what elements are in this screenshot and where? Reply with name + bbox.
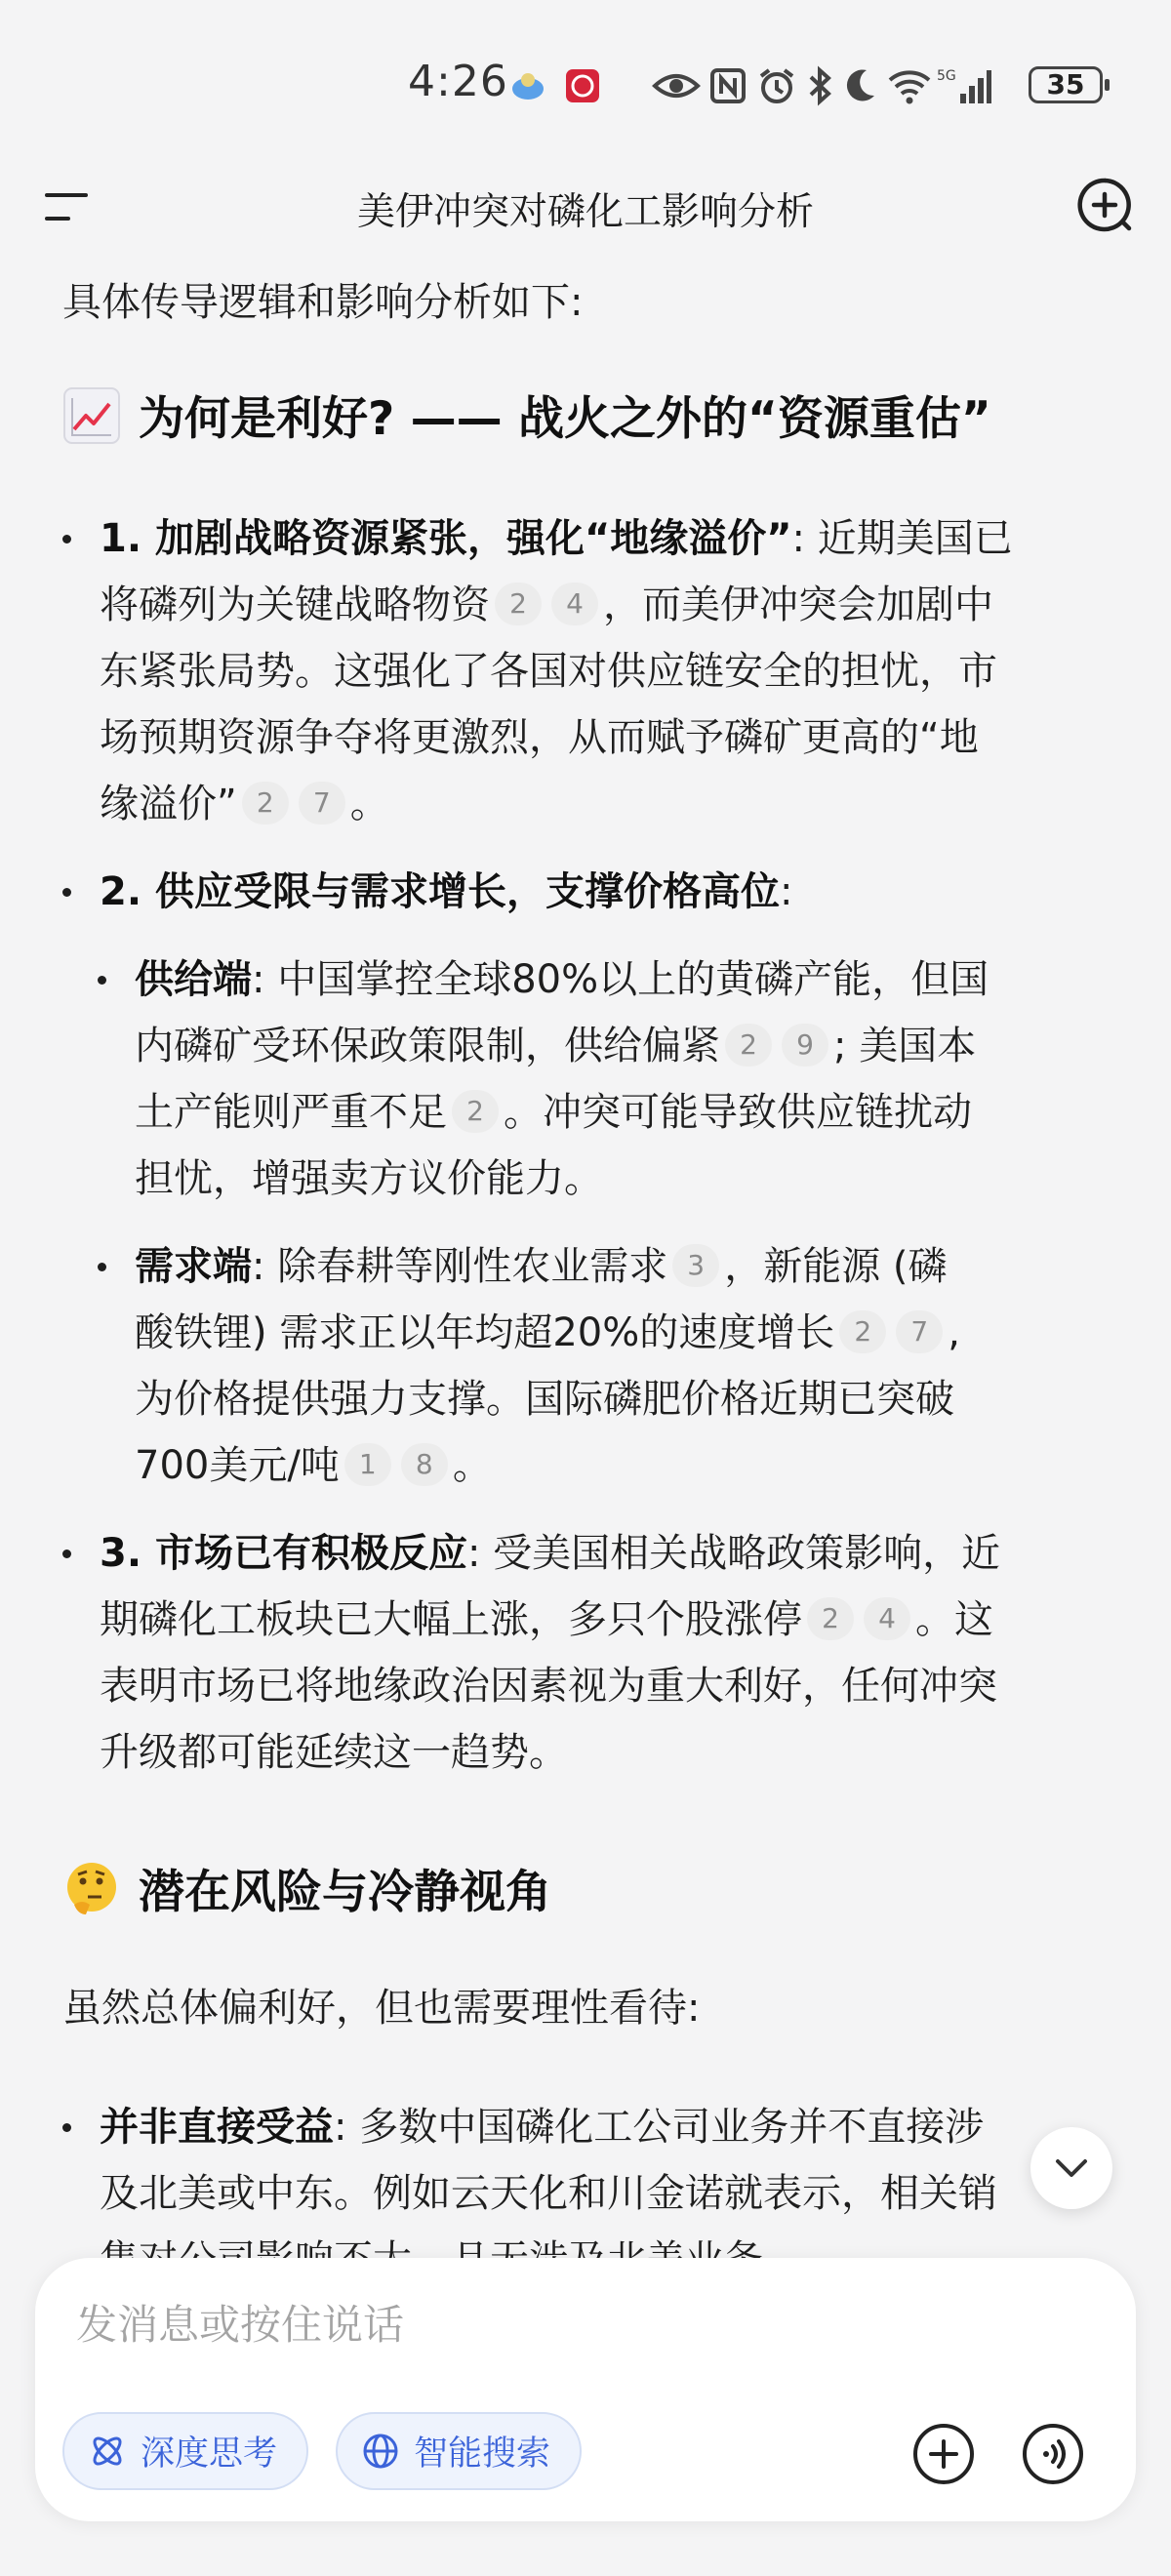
status-system-icons <box>652 62 991 109</box>
smart-search-button[interactable] <box>336 2412 582 2490</box>
bullet-dot <box>62 535 71 543</box>
citation-chip[interactable]: 4 <box>551 583 598 625</box>
status-time: 4:26 <box>408 57 508 106</box>
chevron-down-icon <box>1054 2156 1089 2180</box>
bluetooth-icon <box>806 66 833 105</box>
citation-chip[interactable]: 2 <box>495 583 542 625</box>
app-header <box>0 146 1171 263</box>
add-attachment-icon[interactable] <box>911 2422 976 2486</box>
globe-icon <box>361 2432 400 2471</box>
bullet-dot <box>62 2123 71 2132</box>
section-heading-risk <box>62 1856 551 1921</box>
sub-list-item-demand: 需求端: 除春耕等刚性农业需求 3 ，新能源 (磷 酸铁锂) 需求正以年均超20%的速度增长 2 7 , 为价格提供强力支撑。国际磷肥价格近期已突破 700美元/吨 1 8 。 <box>135 1233 960 1499</box>
deep-think-button[interactable] <box>62 2412 308 2490</box>
app-badge-icon <box>564 67 601 104</box>
status-app-icons <box>509 62 601 109</box>
citation-chip[interactable]: 2 <box>807 1597 854 1640</box>
citation-chip[interactable]: 8 <box>401 1443 448 1486</box>
page-title: 美伊冲突对磷化工影响分析 <box>356 190 814 234</box>
citation-chip[interactable]: 4 <box>864 1597 910 1640</box>
bullet-dot <box>62 1550 71 1558</box>
voice-call-icon[interactable] <box>1021 2422 1085 2486</box>
citation-chip[interactable]: 7 <box>299 782 345 825</box>
section-heading-text: 为何是利好? —— 战火之外的“资源重估” <box>139 392 991 446</box>
chat-content <box>0 263 1171 2216</box>
bullet-dot <box>62 888 71 897</box>
bullet-dot <box>98 976 106 985</box>
app-notification-icon <box>509 67 546 104</box>
deep-think-icon <box>88 2432 127 2471</box>
citation-chip[interactable]: 3 <box>672 1244 719 1287</box>
list-item-strategic: 1. 加剧战略资源紧张，强化“地缘溢价”: 近期美国已 将磷列为关键战略物资 2 4 ，而美伊冲突会加剧中 东紧张局势。这强化了各国对供应链安全的担忧，市 场预期资源争夺将更激烈，从而赋予磷矿更高的“地 缘溢价” 2 7 。 <box>100 505 1013 837</box>
status-bar <box>0 0 1171 146</box>
moon-icon <box>841 66 878 105</box>
new-chat-icon[interactable] <box>1075 176 1134 234</box>
svg-text:5G: 5G <box>937 68 956 84</box>
sub-list-item-supply: 供给端: 中国掌控全球80%以上的黄磷产能，但国 内磷矿受环保政策限制，供给偏紧 2 9 ; 美国本 土产能则严重不足 2 。冲突可能导致供应链扰动 担忧，增强卖方议价能力。 <box>135 946 989 1212</box>
list-item-supply-demand: 2. 供应受限与需求增长，支撑价格高位: <box>100 859 792 925</box>
eye-icon <box>652 66 701 105</box>
section-heading-benefit <box>62 382 991 448</box>
citation-chip[interactable]: 2 <box>242 782 289 825</box>
chart-increasing-icon <box>62 386 121 445</box>
bullet-dot <box>98 1263 106 1271</box>
list-item-market: 3. 市场已有积极反应: 受美国相关战略政策影响，近 期磷化工板块已大幅上涨，多只个股涨停 2 4 。这 表明市场已将地缘政治因素视为重大利好，任何冲突 升级都可能延续这一趋势。 <box>100 1520 1000 1786</box>
section-heading-text: 潜在风险与冷静视角 <box>139 1866 551 1919</box>
citation-chip[interactable]: 7 <box>896 1310 943 1353</box>
wifi-icon <box>886 66 933 105</box>
signal-icon <box>937 66 991 105</box>
battery-indicator: 35 <box>1029 66 1103 103</box>
citation-chip[interactable]: 1 <box>344 1443 391 1486</box>
citation-chip[interactable]: 2 <box>839 1310 886 1353</box>
smart-search-label: 智能搜索 <box>414 2435 551 2474</box>
intro-text: 具体传导逻辑和影响分析如下: <box>62 280 584 325</box>
list-item-not-direct: 并非直接受益: 多数中国磷化工公司业务并不直接涉 及北美或中东。例如云天化和川金诺就表示，相关销 <box>100 2094 997 2293</box>
message-composer <box>35 2258 1136 2521</box>
thinking-face-icon <box>62 1860 121 1918</box>
scroll-to-bottom-button[interactable] <box>1030 2127 1112 2209</box>
citation-chip[interactable]: 2 <box>452 1090 499 1133</box>
deep-think-label: 深度思考 <box>141 2435 278 2474</box>
citation-chip[interactable]: 9 <box>782 1024 828 1067</box>
message-input[interactable]: 发消息或按住说话 <box>76 2301 405 2349</box>
citation-chip[interactable]: 2 <box>725 1024 772 1067</box>
nfc-icon <box>708 66 747 105</box>
alarm-icon <box>755 66 798 105</box>
risk-intro-text: 虽然总体偏利好，但也需要理性看待: <box>62 1986 701 2031</box>
